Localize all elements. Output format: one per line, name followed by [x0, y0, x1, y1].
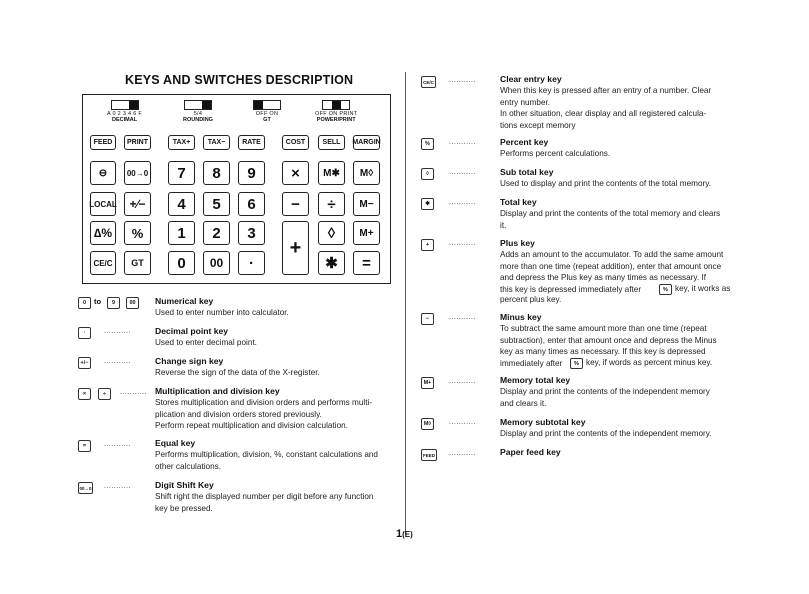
change-sign-key-heading: Change sign key: [155, 356, 224, 366]
minus-key-heading: Minus key: [500, 312, 542, 322]
clear-entry-key-desc: When this key is pressed after an entry of a number. Clear entry number. In other situation, clear display and all registered calcula- tions except memory: [500, 86, 712, 130]
key-6: 6: [238, 192, 265, 216]
decimal-key: ·: [238, 251, 265, 275]
percent-key-inline-icon: %: [659, 284, 672, 295]
divide-key: ÷: [318, 192, 345, 216]
m-minus-key: M−: [353, 192, 380, 216]
key-3: 3: [238, 221, 265, 245]
key-4: 4: [168, 192, 195, 216]
memory-total-key-desc: Display and print the contents of the independent memory and clears it.: [500, 387, 710, 408]
page-title: KEYS AND SWITCHES DESCRIPTION: [125, 73, 354, 87]
sub-total-key-heading: Sub total key: [500, 167, 554, 177]
percent-key: %: [124, 221, 151, 245]
change-sign-key: +∕−: [124, 192, 151, 216]
power-print-switch: OFF ON PRINT POWER/PRINT: [315, 100, 357, 123]
memory-total-key-heading: Memory total key: [500, 375, 571, 385]
digit-shift-key: 00→0: [124, 161, 151, 185]
plus-key-desc: Adds an amount to the accumulator. To add the same amount more than one time (repeat addition), enter that amount once and depress the Plus key as many times as necessary. If this key is depressed immediately after: [500, 250, 724, 294]
sell-key: SELL: [318, 135, 345, 150]
plus-key-icon: +: [421, 239, 434, 251]
leader-dots: ...........: [104, 441, 131, 448]
leader-dots: ...........: [449, 169, 476, 176]
numerical-key-heading: Numerical key: [155, 296, 214, 306]
page-suffix: (E): [402, 530, 413, 539]
key-00: 00: [203, 251, 230, 275]
print-key: PRINT: [124, 135, 151, 150]
minus-key-desc: To subtract the same amount more than one time (repeat subtraction), enter that amount once and depress the Minus key as many times as necessary. If this key is depressed immediately after: [500, 324, 717, 368]
minus-key-icon: −: [421, 313, 434, 325]
leader-dots: ...........: [104, 358, 131, 365]
leader-dots: ...........: [449, 419, 476, 426]
memory-subtotal-key-desc: Display and print the contents of the independent memory.: [500, 429, 712, 438]
percent-key-heading: Percent key: [500, 137, 549, 147]
memory-total-key-icon: M+: [421, 377, 434, 389]
leader-dots: ...........: [104, 328, 131, 335]
plus-key-desc-end: percent plus key.: [500, 295, 562, 304]
percent-key-desc: Performs percent calculations.: [500, 149, 611, 158]
decimal-key-desc: Used to enter decimal point.: [155, 338, 257, 347]
paper-feed-key-icon: FEED: [421, 449, 437, 461]
leader-dots: ...........: [449, 77, 476, 84]
plus-key-desc-tail: key, it works as: [675, 284, 731, 293]
equals-key: =: [353, 251, 380, 275]
keyboard-diagram: [82, 94, 391, 284]
leader-dots: ...........: [449, 199, 476, 206]
key-0: 0: [168, 251, 195, 275]
equal-key-heading: Equal key: [155, 438, 196, 448]
subtotal-key: ◊: [318, 221, 345, 245]
key-1: 1: [168, 221, 195, 245]
percent-key-icon: %: [421, 138, 434, 150]
memory-subtotal-key-heading: Memory subtotal key: [500, 417, 586, 427]
minus-key-desc-tail: key, if words as percent minus key.: [586, 358, 713, 367]
gt-key: GT: [124, 251, 151, 275]
multiply-key-icon: ×: [78, 388, 91, 400]
key-9: 9: [238, 161, 265, 185]
change-sign-key-icon: +/−: [78, 357, 91, 369]
total-key-desc: Display and print the contents of the total memory and clears it.: [500, 209, 721, 230]
leader-dots: ...........: [449, 139, 476, 146]
column-divider: [405, 72, 406, 534]
mult-div-key-heading: Multiplication and division key: [155, 386, 280, 396]
clear-entry-key: CE/C: [90, 251, 116, 275]
m-diamond-key: M◊: [353, 161, 380, 185]
key-icon-00: 00: [126, 297, 139, 309]
leader-dots: ...........: [449, 314, 476, 321]
numerical-key-desc: Used to enter number into calculator.: [155, 308, 289, 317]
sub-total-key-desc: Used to display and print the contents of the total memory.: [500, 179, 712, 188]
clear-entry-key-icon: CE/C: [421, 76, 436, 88]
mult-div-key-desc: Stores multiplication and division orders and performs multi- plication and division orders stored previously. Perform repeat multiplication and division calculation.: [155, 398, 373, 431]
minus-key: −: [282, 192, 309, 216]
change-sign-key-desc: Reverse the sign of the data of the X-register.: [155, 368, 320, 377]
m-star-key: M✱: [318, 161, 345, 185]
equal-key-desc: Performs multiplication, division, %, constant calculations and other calculations.: [155, 450, 378, 471]
decimal-key-icon: ·: [78, 327, 91, 339]
digit-shift-key-heading: Digit Shift Key: [155, 480, 214, 490]
feed-key: FEED: [90, 135, 116, 150]
rate-key: RATE: [238, 135, 265, 150]
margin-key: MARGIN: [353, 135, 380, 150]
cost-key: COST: [282, 135, 309, 150]
leader-dots: ...........: [449, 240, 476, 247]
leader-dots: ...........: [104, 483, 131, 490]
key-2: 2: [203, 221, 230, 245]
leader-dots: ...........: [449, 450, 476, 457]
plus-key-heading: Plus key: [500, 238, 535, 248]
key-5: 5: [203, 192, 230, 216]
to-label: to: [94, 297, 102, 306]
plus-key: +: [282, 221, 309, 275]
clear-entry-key-heading: Clear entry key: [500, 74, 562, 84]
digit-shift-key-icon: 00→0: [78, 482, 93, 494]
leader-dots: ...........: [449, 378, 476, 385]
percent-key-inline-icon: %: [570, 358, 583, 369]
times-key: ×: [282, 161, 309, 185]
page-number: 1(E): [396, 528, 413, 540]
sub-total-key-icon: ◊: [421, 168, 434, 180]
decimal-switch: A 0 2 3 4 6 F DECIMAL: [107, 100, 142, 123]
total-key-heading: Total key: [500, 197, 537, 207]
m-plus-key: M+: [353, 221, 380, 245]
gt-switch: OFF ON GT: [253, 100, 281, 123]
digit-shift-key-desc: Shift right the displayed number per digit before any function key be pressed.: [155, 492, 374, 513]
leader-dots: ...........: [120, 389, 147, 396]
paper-feed-key-heading: Paper feed key: [500, 447, 561, 457]
decimal-key-heading: Decimal point key: [155, 326, 229, 336]
local-key: LOCAL: [90, 192, 116, 216]
total-key-icon: ✱: [421, 198, 434, 210]
delta-percent-key: ∆%: [90, 221, 116, 245]
total-key: ✱: [318, 251, 345, 275]
key-8: 8: [203, 161, 230, 185]
equal-key-icon: =: [78, 440, 91, 452]
sub-key: ⊖: [90, 161, 116, 185]
key-icon-0: 0: [78, 297, 91, 309]
rounding-switch: 5/4 ROUNDING: [183, 100, 213, 123]
memory-subtotal-key-icon: M◊: [421, 418, 434, 430]
tax-plus-key: TAX+: [168, 135, 195, 150]
key-icon-9: 9: [107, 297, 120, 309]
tax-minus-key: TAX−: [203, 135, 230, 150]
key-7: 7: [168, 161, 195, 185]
divide-key-icon: ÷: [98, 388, 111, 400]
